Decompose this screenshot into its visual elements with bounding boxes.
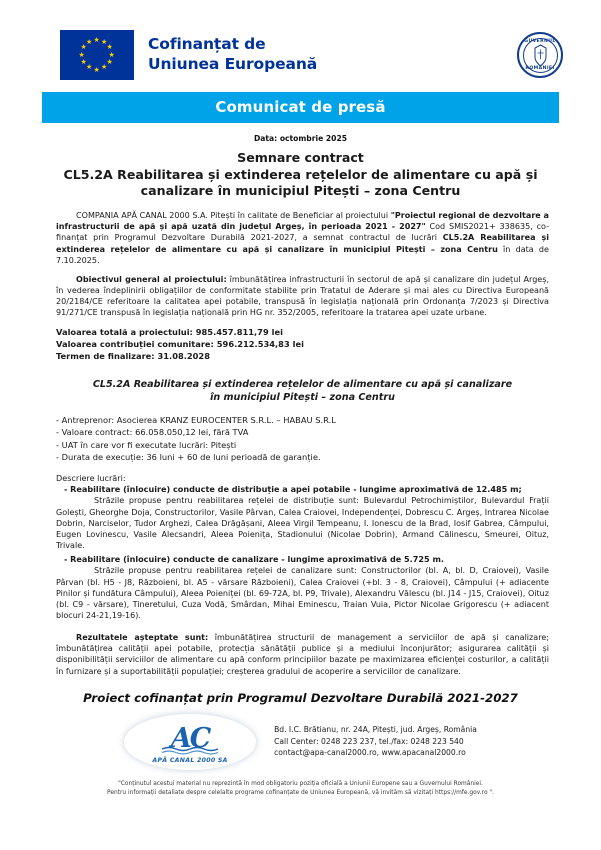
eu-star-icon: ★ — [78, 50, 85, 59]
seal-bottom-label: ROMÂNIEI — [525, 66, 555, 71]
eu-star-icon: ★ — [80, 58, 87, 66]
eu-cofinancing-text — [148, 35, 317, 75]
intro-contract-name: CL5.2A Reabilitarea și extinderea rețelelor de alimentare cu apă și canalizare în municipiul Pitești – zona Centru — [56, 233, 550, 254]
contract-subtitle-line-2: în municipiul Pitești – zona Centru — [210, 392, 395, 404]
expected-results-paragraph — [56, 632, 549, 677]
contact-info — [274, 724, 477, 759]
community-contribution-value: Valoarea contribuției comunitare: 596.212.534,83 lei — [56, 339, 304, 350]
press-release-banner: Comunicat de presă — [42, 92, 559, 123]
objective-paragraph — [56, 274, 549, 319]
contract-details-list — [56, 414, 549, 462]
intro-part-1: COMPANIA APĂ CANAL 2000 S.A. Pitești în calitate de Beneficiar al proiectului — [76, 211, 391, 221]
eu-star-icon: ★ — [101, 37, 108, 46]
intro-project-name: "Proiectul regional de dezvoltare a infrastructurii de apă și apă uzată din județul Argeș, în perioada 2021 - 2027" — [56, 211, 549, 232]
intro-paragraph — [56, 210, 549, 266]
document-header — [0, 0, 601, 90]
eu-star-icon: ★ — [86, 63, 93, 72]
eu-flag-icon — [60, 30, 134, 80]
eu-cofinancing-logo — [60, 30, 317, 80]
document-body — [0, 210, 601, 676]
contract-subtitle-line-1: CL5.2A Reabilitarea și extinderea rețelelor de alimentare cu apă și canalizare — [92, 378, 513, 390]
contact-address: Bd. I.C. Brătianu, nr. 24A, Pitești, jud. Argeș, România — [274, 725, 477, 735]
romania-government-seal-icon — [517, 32, 563, 78]
apa-canal-logo-icon — [124, 714, 256, 770]
water-network-streets: Străzile propuse pentru reabilitarea rețelei de distribuție sunt: Bulevardul Petrochimiștilor, Bulevardul Frații Golești, Gheorghe Doja, Constructorilor, Vasile Pârvan, Calea Craiovei, Independenței, Dobrescu C. Argeș, Intrarea Nicolae Dobrin, Narciselor, Tudor Arghezi, Calea Drăgășani, Aleea Virgil Tempeanu, I. Ionescu de la Brad, Iosif Gabrea, Câmpului, Eugen Lovinescu, Vasile Alecsandri, Aleea Poienița, Stadionului (Nicolae Dobrin), Armand Călinescu, Smeurei, Oituz, Trivale. — [56, 496, 549, 550]
logo-caption: APĂ CANAL 2000 SA — [152, 756, 228, 764]
logo-waves-icon — [161, 746, 219, 755]
seal-coat-of-arms — [532, 44, 549, 67]
page-title — [0, 150, 601, 200]
objective-label: Obiectivul general al proiectului: — [76, 274, 227, 284]
eu-star-icon: ★ — [106, 43, 113, 51]
project-values — [56, 327, 549, 362]
page-title-line-1: Semnare contract — [237, 150, 364, 165]
list-item: - Antreprenor: Asocierea KRANZ EUROCENTER S.R.L. – HABAU S.R.L — [56, 415, 336, 426]
eu-star-icon: ★ — [93, 65, 100, 74]
eu-star-icon: ★ — [93, 35, 100, 44]
seal-top-label: GUVERNUL — [524, 39, 556, 44]
total-value: Valoarea totală a proiectului: 985.457.811,79 lei — [56, 327, 283, 338]
eu-text-line-2: Uniunea Europeană — [148, 55, 318, 73]
list-item: - UAT în care vor fi executate lucrări: Pitești — [56, 439, 237, 450]
list-item: - Durata de execuție: 36 luni + 60 de luni perioadă de garanție. — [56, 451, 321, 462]
eu-star-icon: ★ — [108, 50, 115, 59]
contract-subtitle — [56, 378, 549, 404]
works-description-heading — [56, 473, 549, 496]
disclaimer-line-1: "Conținutul acestui material nu reprezintă în mod obligatoriu poziția oficială a Uniunii Europene sau a Guvernului României. — [118, 780, 483, 787]
sewer-network-heading: - Reabilitare (înlocuire) conducte de canalizare - lungime aproximativă de 5.725 m. — [64, 554, 444, 565]
disclaimer-line-2: Pentru informații detaliate despre celelalte programe cofinanțate de Uniunea Europeană, vă invităm să vizitați https://mfe.gov.ro ". — [107, 790, 494, 797]
sewer-network-streets: Străzile propuse pentru reabilitarea rețelei de canalizare sunt: Constructorilor (bl. A, bl. D, Craiovei), Vasile Pârvan (bl. H5 - J8, Războieni, bl. A5 - vărsare Războieni), Calea Craiovei (+bl. 3 - 8, Craiovei), Câmpului (+ adiacente Pinilor și fundătura Câmpului), Aleea Poieniței (bl. 69-72A, bl. P9, Trivale), Alexandru Vălescu (bl. J14 - J15, Craiovei), Oituz (bl. C9 - vărsare), Tineretului, Cuza Vodă, Smârdan, Mihai Eminescu, Traian Vuia, Pictor Nicolae Grigorescu (+ adiacent blocuri 24-21,19-16). — [56, 566, 549, 620]
legal-disclaimer — [0, 780, 601, 799]
eu-star-icon: ★ — [86, 37, 93, 46]
page-title-line-2: CL5.2A Reabilitarea și extinderea rețelelor de alimentare cu apă și canalizare în municipiul Pitești – zona Centru — [63, 166, 538, 199]
objective-text: îmbunătățirea infrastructurii în sectorul de apă și canalizare din județul Argeș, în vederea îndeplinirii obligațiilor de conformitate stabilite prin Tratatul de Aderare și mai ales cu Directiva Europeană 20/2184/CE referitoare la calitatea apei potabile, transpusă în legislația națională prin Ordonanța 7/2023 și Directiva 91/271/CE transpusă în legislația națională prin HG nr. 352/2005, referitoare la tratarea apei uzate urbane. — [56, 274, 549, 318]
eu-star-icon: ★ — [106, 58, 113, 66]
expected-results-text: îmbunătățirea structurii de management a serviciilor de apă și canalizare; îmbunătățirea calității apei potabile, protecția sănătății publice și a mediului înconjurător; asigurarea calității și disponibilității serviciilor de alimentare cu apă conform principiilor bazate pe maximizarea eficienței costurilor, a calității în furnizare și a suportabilității populației; creșterea gradului de acoperire a serviciilor de canalizare. — [56, 633, 549, 676]
eu-star-icon: ★ — [80, 43, 87, 51]
logo-monogram: AC — [170, 722, 210, 754]
intro-part-3: în data de 7.10.2025. — [56, 244, 549, 265]
publication-date: Data: octombrie 2025 — [253, 134, 348, 143]
water-network-heading: - Reabilitare (înlocuire) conducte de distribuție a apei potabile - lungime aproximativă de 12.485 m; — [64, 484, 522, 495]
works-description-label: Descriere lucrări: — [56, 472, 126, 483]
document-footer — [0, 714, 601, 770]
list-item: - Valoare contract: 66.058.050,12 lei, fără TVA — [56, 427, 249, 438]
contact-phone: Call Center: 0248 223 237, tel./fax: 0248 223 540 — [274, 736, 464, 746]
eu-star-icon: ★ — [101, 63, 108, 72]
closing-statement: Proiect cofinanțat prin Programul Dezvoltare Durabilă 2021-2027 — [83, 690, 518, 705]
eu-text-line-1: Cofinanțat de — [148, 35, 266, 54]
expected-results-label: Rezultatele așteptate sunt: — [76, 633, 209, 643]
intro-part-2: Cod SMIS2021+ 338635, co-finanțat prin Programul Dezvoltare Durabilă 2021-2027, a semnat contractul de lucrări — [56, 222, 550, 243]
contact-web: contact@apa-canal2000.ro, www.apacanal2000.ro — [274, 748, 466, 758]
completion-deadline: Termen de finalizare: 31.08.2028 — [56, 351, 210, 362]
